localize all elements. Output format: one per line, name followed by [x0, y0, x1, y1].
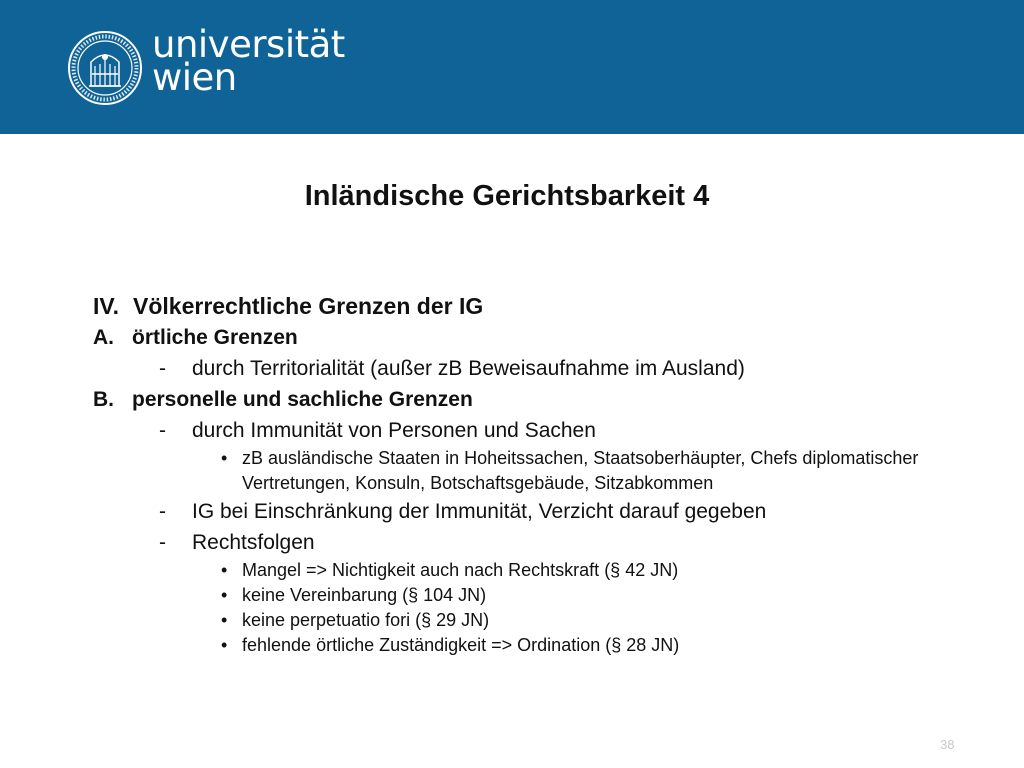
subsection-a — [93, 322, 973, 353]
list-item-text: durch Territorialität (außer zB Beweisaufnahme im Ausland) — [192, 357, 745, 380]
bullet-text: zB ausländische Staaten in Hoheitssachen, Staatsoberhäupter, Chefs diplomatischer Vertretungen, Konsuln, Botschaftsgebäude, Sitzabkommen — [242, 448, 919, 493]
subsection-b — [93, 384, 973, 415]
slide-content — [93, 290, 973, 658]
bullet-text: keine perpetuatio fori (§ 29 JN) — [242, 610, 490, 630]
list-item-text: durch Immunität von Personen und Sachen — [192, 419, 596, 442]
bullet-marker: • — [221, 585, 228, 605]
bullet-marker: • — [221, 448, 228, 468]
bullet-item — [93, 446, 942, 496]
list-item — [93, 415, 973, 446]
subsection-a-marker: A. — [93, 326, 114, 349]
bullet-text: Mangel => Nichtigkeit auch nach Rechtskraft (§ 42 JN) — [242, 560, 679, 580]
section-label: Völkerrechtliche Grenzen der IG — [133, 293, 484, 319]
university-logo-wordmark — [152, 23, 345, 99]
bullet-item — [93, 558, 942, 583]
dash-marker: - — [159, 419, 166, 442]
logo-line-2: wien — [152, 56, 237, 99]
subsection-b-marker: B. — [93, 388, 114, 411]
section-marker: IV. — [93, 293, 120, 319]
dash-marker: - — [159, 531, 166, 554]
subsection-b-label: personelle und sachliche Grenzen — [132, 388, 473, 411]
section-heading — [93, 290, 973, 322]
header-bar — [0, 0, 1024, 134]
university-seal-icon — [67, 30, 143, 106]
bullet-item — [93, 608, 942, 633]
list-item — [93, 496, 973, 527]
list-item — [93, 527, 973, 558]
slide-title: Inländische Gerichtsbarkeit 4 — [304, 180, 710, 212]
list-item-text: IG bei Einschränkung der Immunität, Verzicht darauf gegeben — [192, 500, 767, 523]
dash-marker: - — [159, 357, 166, 380]
subsection-a-label: örtliche Grenzen — [132, 326, 298, 349]
page-number: 38 — [940, 737, 955, 752]
bullet-marker: • — [221, 560, 228, 580]
dash-marker: - — [159, 500, 166, 523]
bullet-marker: • — [221, 610, 228, 630]
bullet-text: fehlende örtliche Zuständigkeit => Ordination (§ 28 JN) — [242, 635, 680, 655]
bullet-marker: • — [221, 635, 228, 655]
bullet-item — [93, 633, 942, 658]
bullet-item — [93, 583, 942, 608]
logo-line-1: universität — [152, 23, 345, 66]
list-item-text: Rechtsfolgen — [192, 531, 315, 554]
bullet-text: keine Vereinbarung (§ 104 JN) — [242, 585, 487, 605]
list-item — [93, 353, 973, 384]
